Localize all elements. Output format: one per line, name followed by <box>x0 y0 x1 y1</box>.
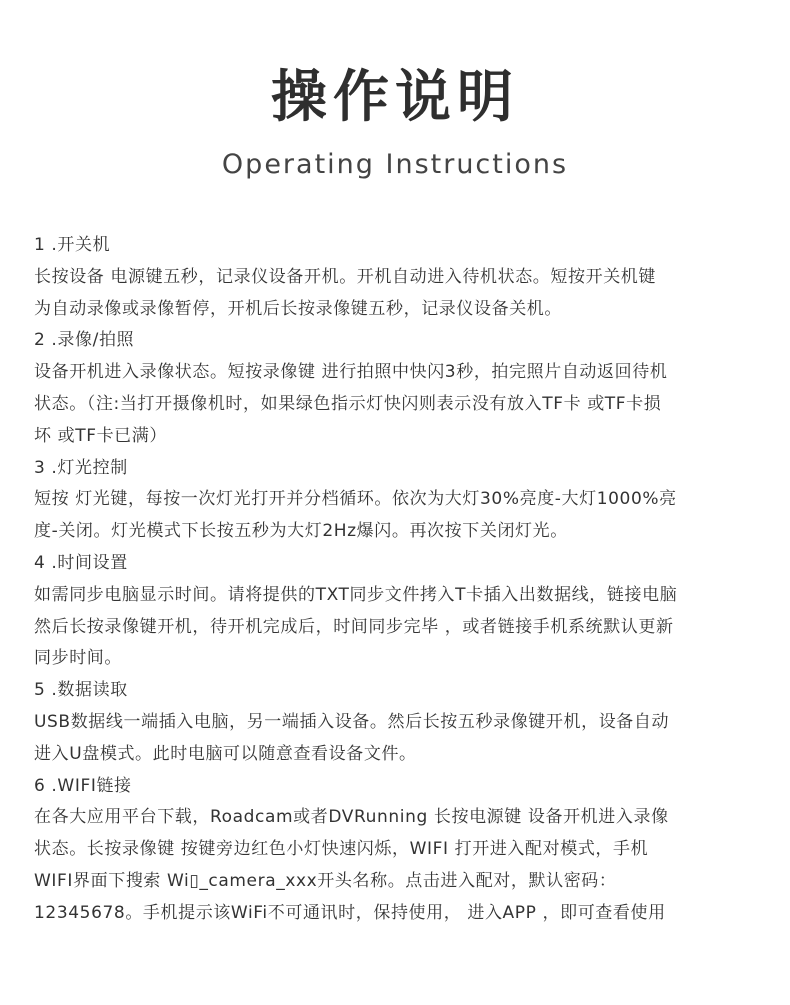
section-light-control <box>34 453 774 548</box>
section-record-photo <box>34 325 774 452</box>
section-line: 为自动录像或录像暂停，开机后长按录像键五秒，记录仪设备关机。 <box>34 298 562 319</box>
section-line: 如需同步电脑显示时间。请将提供的TXT同步文件拷入T卡插入出数据线，链接电脑 <box>34 584 678 605</box>
section-line: 在各大应用平台下载，Roadcam或者DVRunning 长按电源键 设备开机进入录像 <box>34 807 669 828</box>
section-line: 状态。长按录像键 按键旁边红色小灯快速闪烁，WIFI 打开进入配对模式，手机 <box>34 839 649 860</box>
section-line: 长按设备 电源键五秒，记录仪设备开机。开机自动进入待机状态。短按开关机键 <box>34 266 657 287</box>
section-line: 状态。（注:当打开摄像机时，如果绿色指示灯快闪则表示没有放入TF卡 或TF卡损 <box>34 393 662 414</box>
section-heading: 4 .时间设置 <box>34 552 128 573</box>
section-wifi <box>34 771 774 930</box>
section-heading: 3 .灯光控制 <box>34 457 128 478</box>
instructions-body <box>34 230 774 930</box>
section-heading: 6 .WIFI链接 <box>34 775 132 796</box>
section-line: 同步时间。 <box>34 648 122 669</box>
page-subtitle: Operating Instructions <box>221 149 569 180</box>
section-power <box>34 230 774 325</box>
section-line: 短按 灯光键，每按一次灯光打开并分档循环。依次为大灯30%亮度-大灯1000%亮 <box>34 489 677 510</box>
section-data-read <box>34 675 774 770</box>
section-line: 坏 或TF卡已满） <box>34 425 167 446</box>
section-line: 12345678。手机提示该WiFi不可通讯时，保持使用， 进入APP ，即可查看使用 <box>34 902 666 923</box>
section-line: 设备开机进入录像状态。短按录像键 进行拍照中快闪3秒，拍完照片自动返回待机 <box>34 362 668 383</box>
section-heading: 5 .数据读取 <box>34 680 128 701</box>
section-line: USB数据线一端插入电脑，另一端插入设备。然后长按五秒录像键开机，设备自动 <box>34 711 670 732</box>
section-time-setting <box>34 548 774 675</box>
section-line: 然后长按录像键开机，待开机完成后，时间同步完毕 ，或者链接手机系统默认更新 <box>34 616 674 637</box>
section-heading: 2 .录像/拍照 <box>34 330 135 351</box>
section-heading: 1 .开关机 <box>34 235 111 255</box>
section-line: 进入U盘模式。此时电脑可以随意查看设备文件。 <box>34 743 417 764</box>
section-line: WIFI界面下搜索 Wi▯_camera_xxx开头名称。点击进入配对，默认密码： <box>34 870 617 891</box>
section-line: 度-关闭。灯光模式下长按五秒为大灯2Hz爆闪。再次按下关闭灯光。 <box>34 521 568 542</box>
page-title: 操作说明 <box>271 65 519 130</box>
